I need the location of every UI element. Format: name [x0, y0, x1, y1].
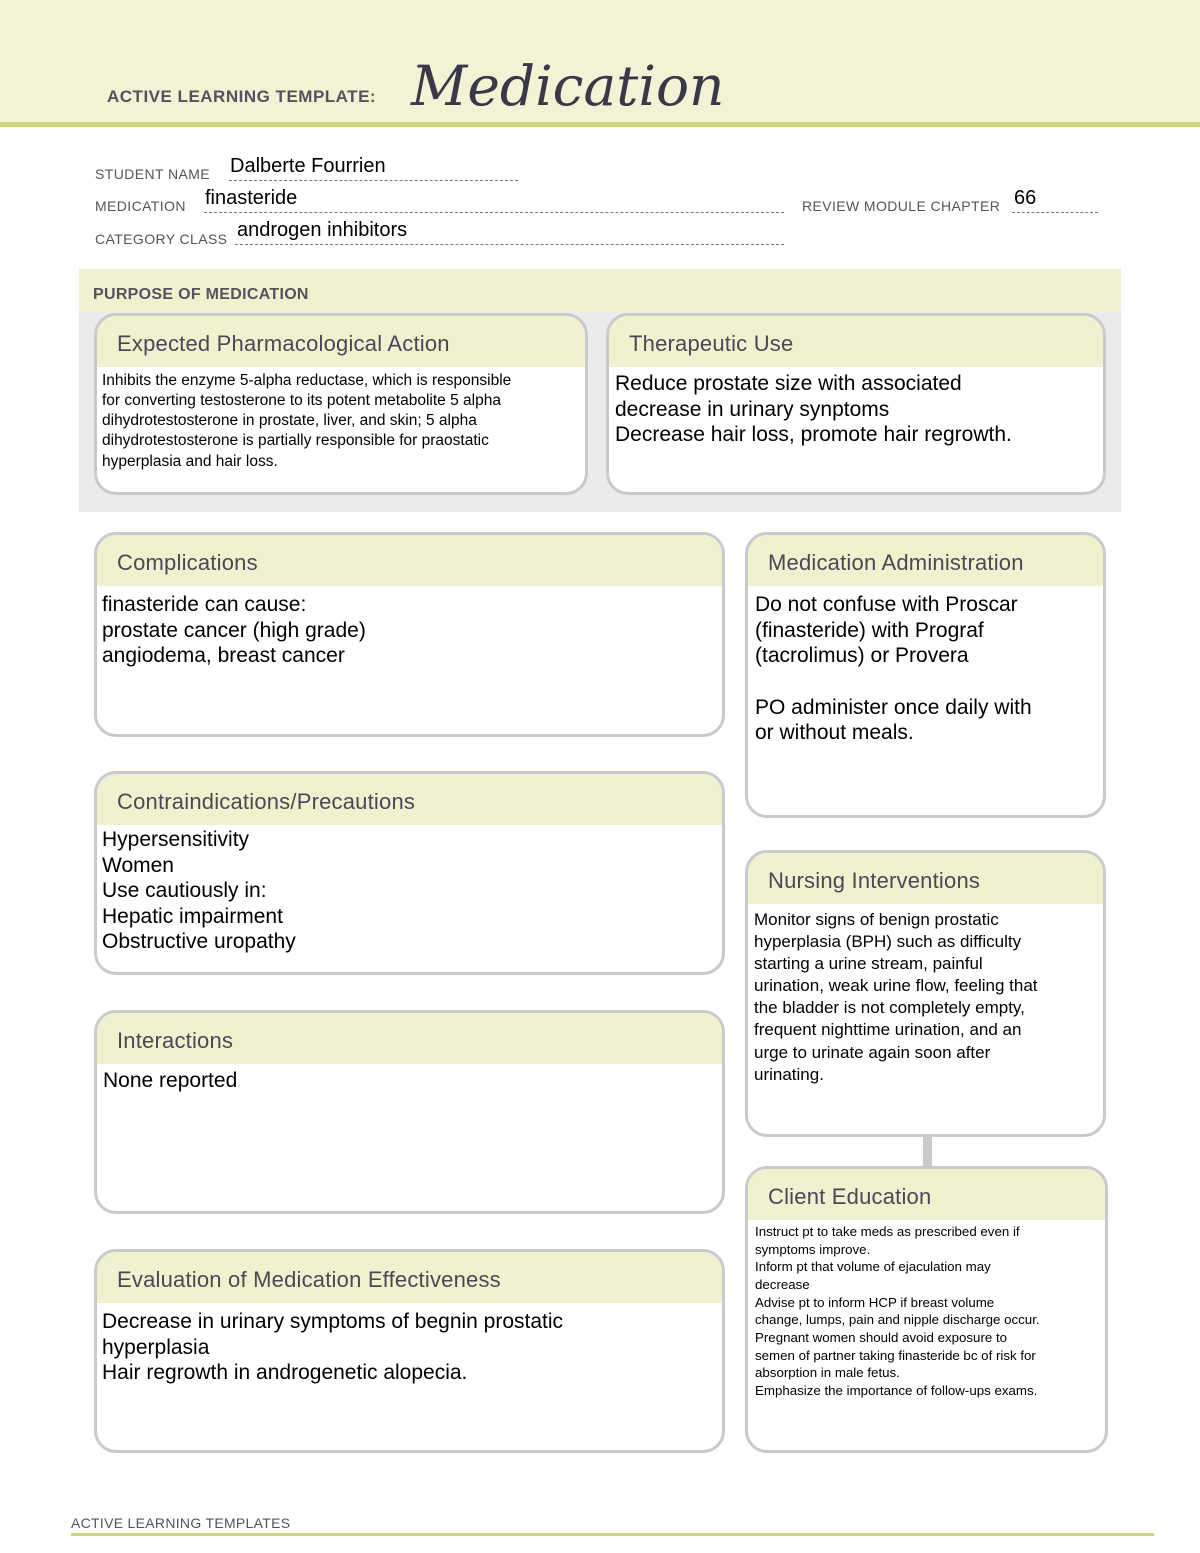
text-line: urge to urinate again soon after	[754, 1042, 991, 1062]
text-line: frequent nighttime urination, and an	[754, 1020, 1022, 1040]
text-line: (tacrolimus) or Provera	[755, 644, 969, 668]
text-line: symptoms improve.	[755, 1241, 871, 1257]
therapeutic-use-text[interactable]	[609, 367, 1103, 448]
complications-title: Complications	[97, 535, 722, 586]
category-class-label: CATEGORY CLASS	[95, 231, 228, 247]
text-line: Do not confuse with Proscar	[755, 593, 1018, 616]
footer-label: ACTIVE LEARNING TEMPLATES	[71, 1515, 291, 1531]
therapeutic-use-title: Therapeutic Use	[609, 316, 1103, 367]
text-line: absorption in male fetus.	[755, 1365, 900, 1381]
expected-action-card	[94, 313, 588, 495]
text-line: Emphasize the importance of follow-ups exams.	[755, 1383, 1038, 1399]
evaluation-title: Evaluation of Medication Effectiveness	[97, 1252, 722, 1303]
text-line: Monitor signs of benign prostatic	[754, 910, 999, 929]
client-education-text[interactable]	[748, 1220, 1105, 1400]
header-divider	[0, 122, 1200, 127]
student-name-underline	[229, 180, 518, 181]
expected-action-text[interactable]	[97, 367, 585, 472]
administration-card	[745, 532, 1106, 818]
contraindications-text[interactable]	[97, 825, 722, 955]
text-line: Hepatic impairment	[102, 904, 283, 928]
nursing-interventions-text[interactable]	[748, 904, 1103, 1086]
template-label: ACTIVE LEARNING TEMPLATE:	[107, 87, 377, 106]
text-line: Obstructive uropathy	[102, 930, 296, 954]
complications-text[interactable]	[97, 586, 722, 669]
review-module-label: REVIEW MODULE CHAPTER	[802, 198, 1001, 214]
therapeutic-use-card	[606, 313, 1106, 495]
student-name-field[interactable]: Dalberte Fourrien	[230, 155, 386, 177]
text-line: urination, weak urine flow, feeling that	[754, 976, 1038, 996]
evaluation-card	[94, 1249, 725, 1453]
category-class-underline	[235, 244, 784, 245]
review-module-underline	[1012, 212, 1098, 213]
administration-title: Medication Administration	[748, 535, 1103, 586]
contraindications-card	[94, 771, 725, 975]
text-line: decrease in urinary synptoms	[615, 397, 890, 421]
medication-label: MEDICATION	[95, 198, 186, 214]
text-line: the bladder is not completely empty,	[754, 998, 1025, 1018]
text-line: Use cautiously in:	[102, 879, 267, 903]
paragraph-gap	[755, 669, 1095, 695]
text-line: finasteride can cause:	[102, 593, 307, 616]
text-line: dihydrotestosterone is partially responsible for praostatic	[102, 432, 489, 450]
student-name-label: STUDENT NAME	[95, 166, 210, 182]
page-title: Medication	[411, 54, 725, 118]
text-line: PO administer once daily with	[755, 695, 1032, 719]
complications-card	[94, 532, 725, 737]
text-line: hyperplasia (BPH) such as difficulty	[754, 932, 1022, 952]
medication-underline	[204, 212, 784, 213]
text-line: Hypersensitivity	[102, 828, 250, 851]
text-line: Decrease in urinary symptoms of begnin prostatic	[102, 1310, 564, 1333]
text-line: semen of partner taking finasteride bc of risk for	[755, 1347, 1036, 1363]
interactions-card	[94, 1010, 725, 1214]
nursing-interventions-title: Nursing Interventions	[748, 853, 1103, 904]
client-education-card	[745, 1166, 1108, 1453]
administration-text[interactable]	[748, 586, 1103, 746]
text-line: Instruct pt to take meds as prescribed even if	[755, 1224, 1020, 1239]
interactions-text[interactable]	[97, 1064, 722, 1094]
purpose-heading: PURPOSE OF MEDICATION	[93, 286, 309, 303]
text-line: hyperplasia	[102, 1335, 210, 1359]
text-line: Pregnant women should avoid exposure to	[755, 1330, 1008, 1346]
text-line: or without meals.	[755, 721, 914, 745]
contraindications-title: Contraindications/Precautions	[97, 774, 722, 825]
text-line: hyperplasia and hair loss.	[102, 452, 278, 470]
text-line: Women	[102, 853, 174, 877]
text-line: Inform pt that volume of ejaculation may	[755, 1259, 991, 1275]
text-line: Reduce prostate size with associated	[615, 372, 962, 395]
text-line: Hair regrowth in androgenetic alopecia.	[102, 1361, 468, 1385]
text-line: Advise pt to inform HCP if breast volume	[755, 1294, 995, 1310]
text-line: change, lumps, pain and nipple discharge occur.	[755, 1312, 1040, 1328]
text-line: urinating.	[754, 1064, 824, 1084]
review-module-field[interactable]: 66	[1014, 187, 1037, 209]
text-line: for converting testosterone to its potent metabolite 5 alpha	[102, 392, 501, 410]
text-line: angiodema, breast cancer	[102, 644, 345, 668]
text-line: starting a urine stream, painful	[754, 954, 983, 974]
card-connector	[923, 1136, 932, 1166]
category-class-field[interactable]: androgen inhibitors	[237, 219, 408, 241]
medication-field[interactable]: finasteride	[205, 187, 298, 209]
expected-action-title: Expected Pharmacological Action	[97, 316, 585, 367]
nursing-interventions-card	[745, 850, 1106, 1137]
text-line: prostate cancer (high grade)	[102, 618, 366, 642]
interactions-title: Interactions	[97, 1013, 722, 1064]
text-line: decrease	[755, 1277, 810, 1293]
text-line: dihydrotestosterone in prostate, liver, and skin; 5 alpha	[102, 412, 477, 430]
client-education-title: Client Education	[748, 1169, 1105, 1220]
footer-divider	[71, 1533, 1154, 1536]
evaluation-text[interactable]	[97, 1303, 722, 1386]
text-line: None reported	[103, 1069, 238, 1092]
text-line: Inhibits the enzyme 5-alpha reductase, which is responsible	[102, 372, 512, 389]
text-line: (finasteride) with Prograf	[755, 618, 984, 642]
text-line: Decrease hair loss, promote hair regrowth.	[615, 423, 1012, 447]
